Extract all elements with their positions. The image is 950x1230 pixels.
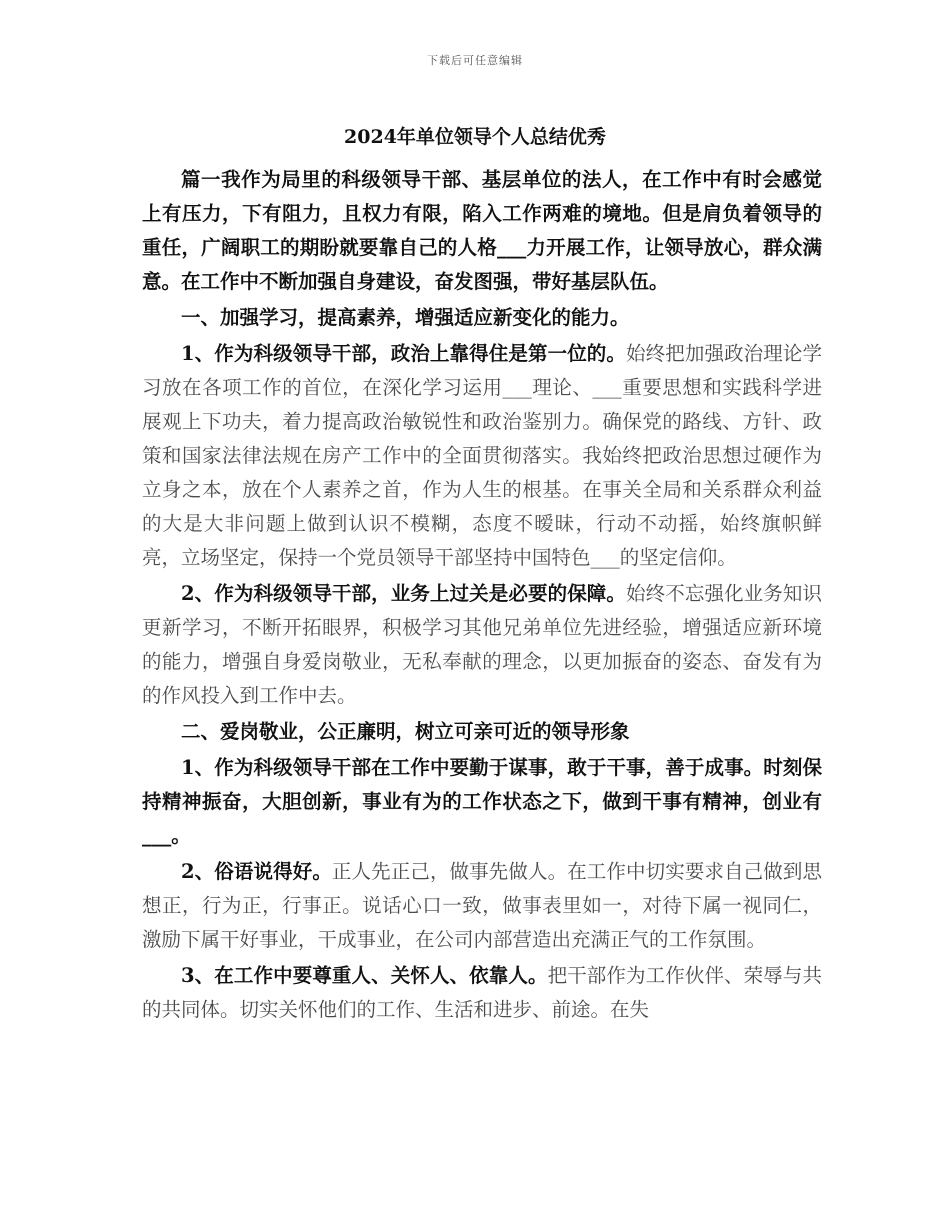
paragraph-lead: 1、作为科级领导干部，政治上靠得住是第一位的。: [181, 342, 627, 365]
paragraph-body: 始终把加强政治理论学习放在各项工作的首位，在深化学习运用___理论、___重要思想和实践科学进展观上下功夫，着力提高政治敏锐性和政治鉴别力。确保党的路线、方针、政策和国家法律法规在房产工作中的全面贯彻落实。我始终把政治思想过硬作为立身之本，放在个人素养之首，作为人生的根基。在事关全局和关系群众利益的大是大非问题上做到认识不模糊，态度不暧昧，行动不动摇，始终旗帜鲜亮，立场坚定，保持一个党员领导干部坚持中国特色___的坚定信仰。: [142, 342, 822, 569]
paragraph-intro: 篇一我作为局里的科级领导干部、基层单位的法人，在工作中有时会感觉上有压力，下有阻力，且权力有限，陷入工作两难的境地。但是肩负着领导的重任，广阔职工的期盼就要靠自己的人格___力开展工作，让领导放心，群众满意。在工作中不断加强自身建设，奋发图强，带好基层队伍。: [142, 168, 822, 293]
document-title: 2024年单位领导个人总结优秀: [344, 126, 606, 148]
page-header-note: 下载后可任意编辑: [427, 54, 523, 67]
paragraph-business: [142, 577, 822, 713]
paragraph-proverb: [142, 855, 822, 957]
paragraph-lead: 3、在工作中要尊重人、关怀人、依靠人。: [181, 964, 548, 987]
paragraph-body: 把干部作为工作伙伴、荣辱与共的共同体。切实关怀他们的工作、生活和进步、前途。在失: [142, 964, 822, 1021]
paragraph-body: 始终不忘强化业务知识更新学习，不断开拓眼界，积极学习其他兄弟单位先进经验，增强适应新环境的能力，增强自身爱岗敬业，无私奉献的理念，以更加振奋的姿态、奋发有为的作风投入到工作中去。: [142, 582, 822, 707]
paragraph-diligence: 1、作为科级领导干部在工作中要勤于谋事，敢于干事，善于成事。时刻保持精神振奋，大胆创新，事业有为的工作状态之下，做到干事有精神，创业有___。: [142, 756, 822, 847]
section-heading-1: 一、加强学习，提高素养，增强适应新变化的能力。: [181, 306, 630, 329]
paragraph-body: 正人先正己，做事先做人。在工作中切实要求自己做到思想正，行为正，行事正。说话心口一致，做事表里如一，对待下属一视同仁，激励下属干好事业，干成事业，在公司内部营造出充满正气的工作氛围。: [142, 860, 822, 951]
paragraph-lead: 2、作为科级领导干部，业务上过关是必要的保障。: [181, 582, 627, 605]
document-body: [142, 163, 822, 1029]
section-heading-2: 二、爱岗敬业，公正廉明，树立可亲可近的领导形象: [181, 720, 630, 743]
paragraph-respect: [142, 959, 822, 1027]
paragraph-lead: 2、俗语说得好。: [181, 860, 332, 883]
paragraph-political: [142, 337, 822, 575]
